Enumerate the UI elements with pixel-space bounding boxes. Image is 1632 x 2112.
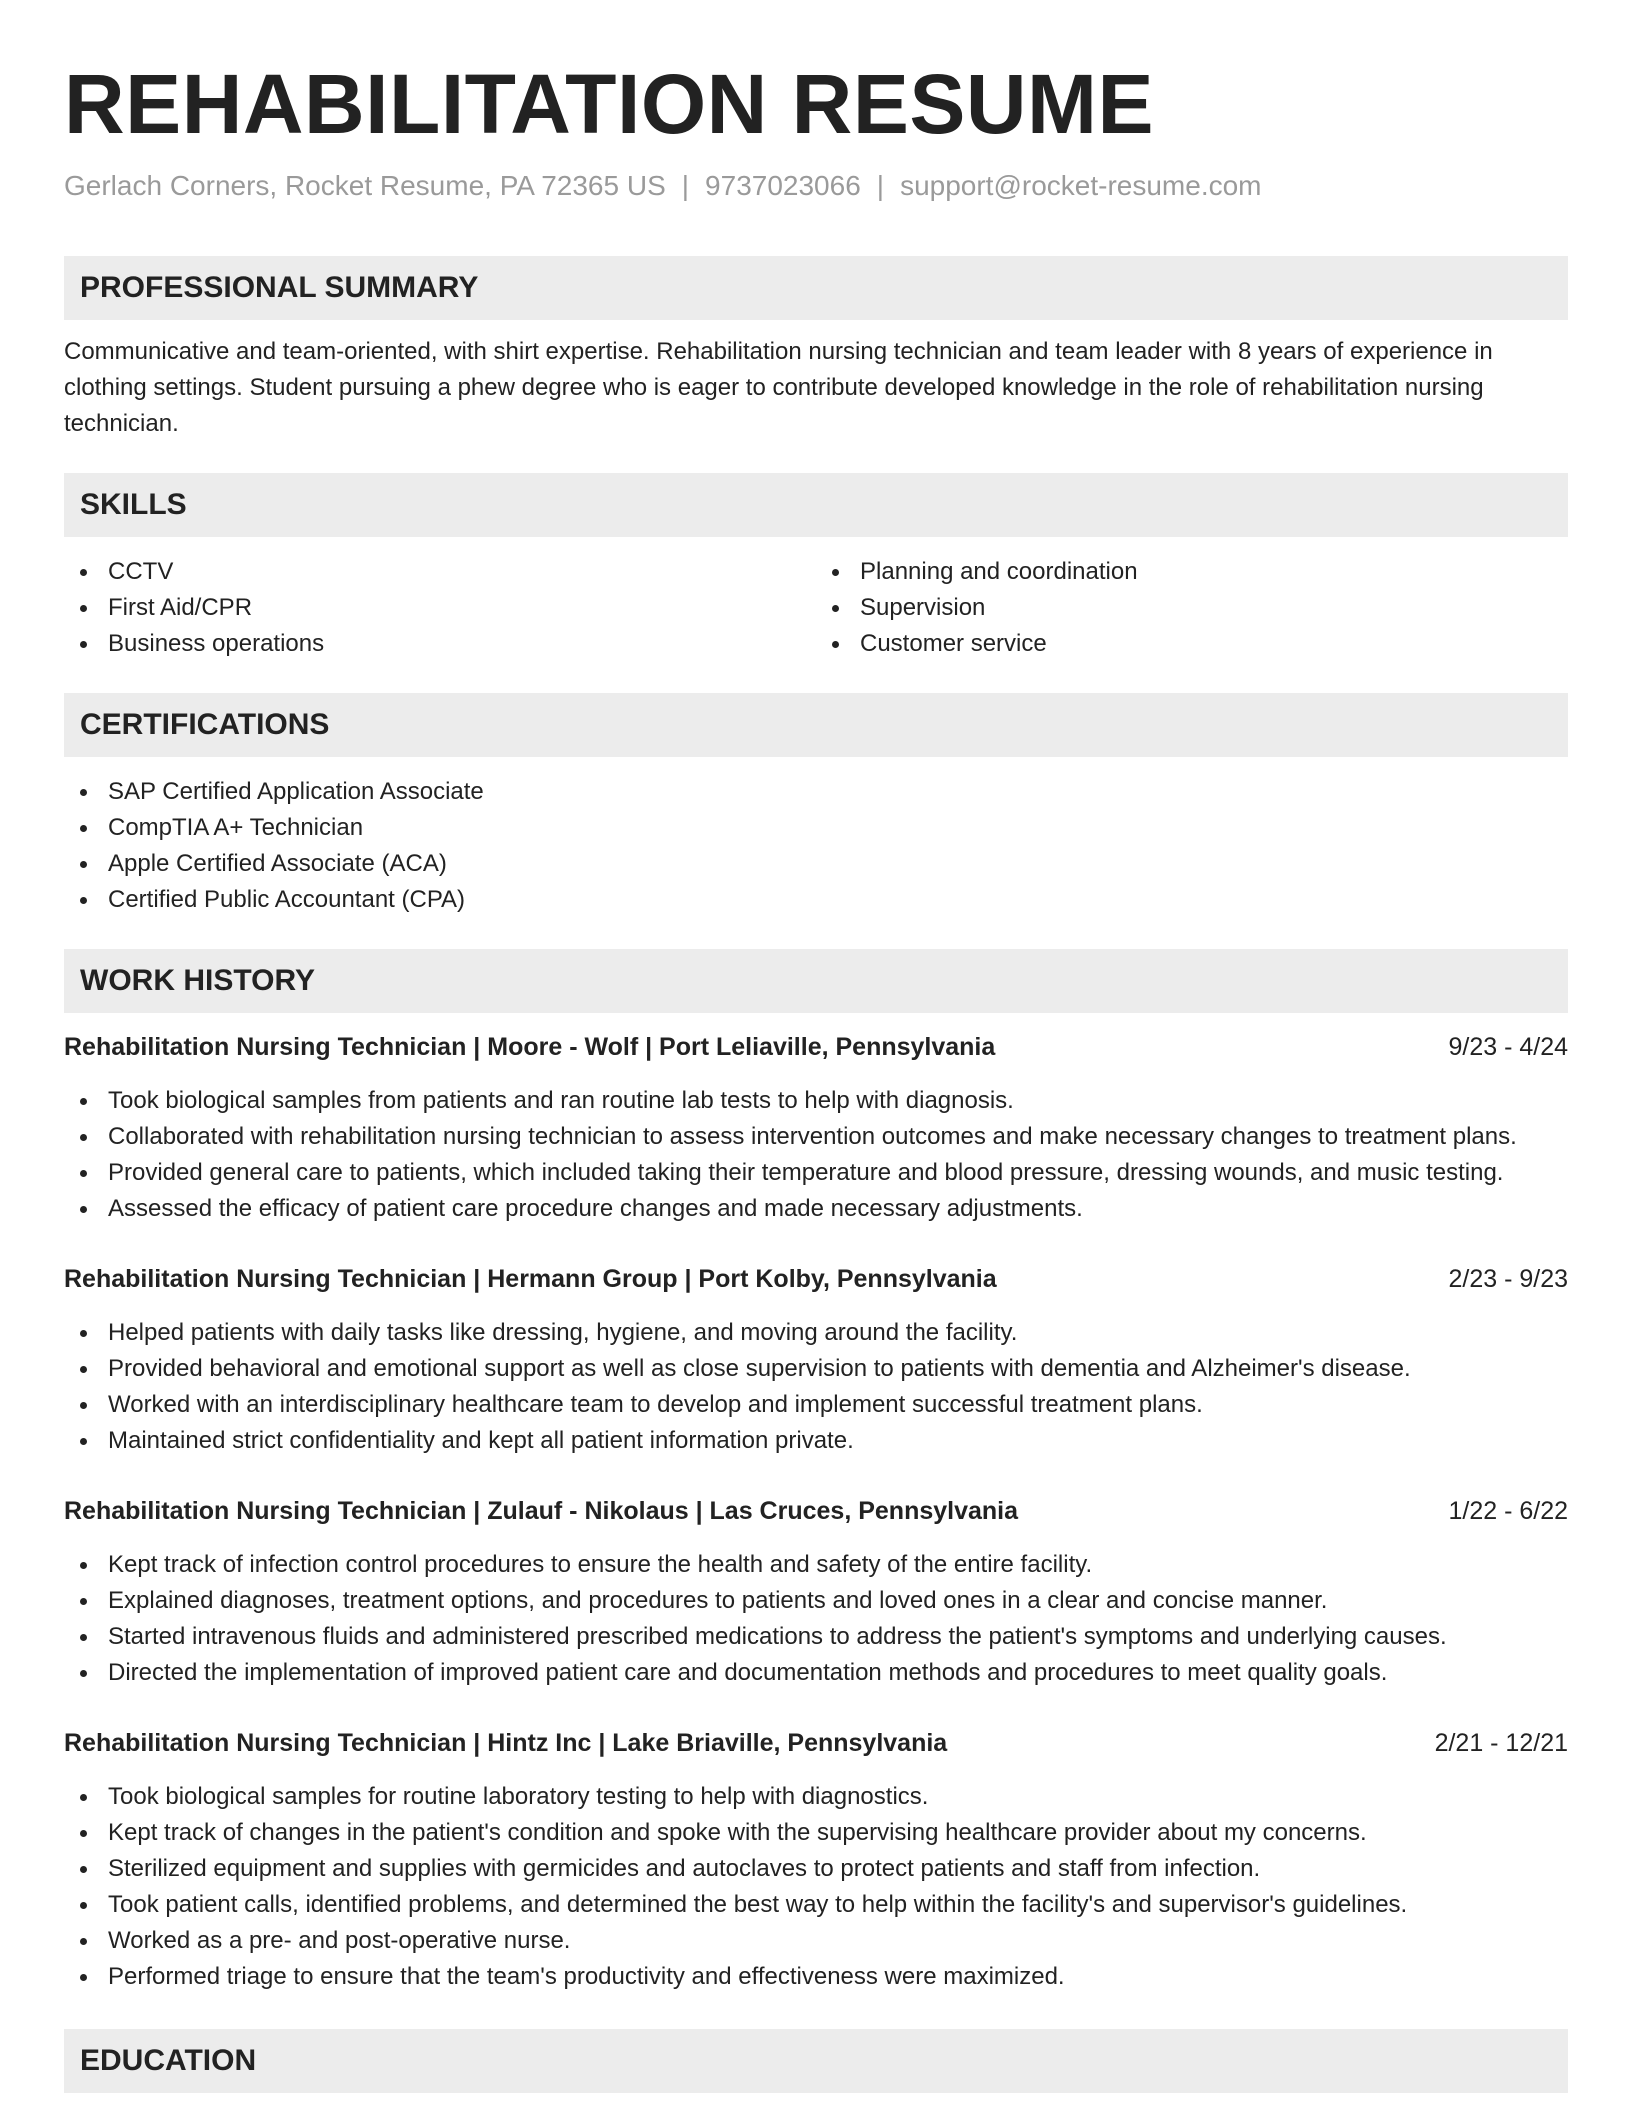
- certification-item: Certified Public Accountant (CPA): [64, 882, 1568, 918]
- contact-email: support@rocket-resume.com: [900, 170, 1262, 201]
- section-header-work-history: WORK HISTORY: [64, 949, 1568, 1013]
- job-header: [64, 1029, 1568, 1065]
- certification-item: SAP Certified Application Associate: [64, 774, 1568, 810]
- job-bullet: Provided general care to patients, which included taking their temperature and blood pressure, dressing wounds, and music testing.: [64, 1155, 1568, 1191]
- job-bullet: Worked with an interdisciplinary healthcare team to develop and implement successful treatment plans.: [64, 1387, 1568, 1423]
- skill-item: Business operations: [64, 626, 816, 662]
- job-title: Rehabilitation Nursing Technician | Zulauf - Nikolaus | Las Cruces, Pennsylvania: [64, 1497, 1019, 1525]
- job-header: [64, 1725, 1568, 1761]
- job-bullet: Sterilized equipment and supplies with germicides and autoclaves to protect patients and staff from infection.: [64, 1851, 1568, 1887]
- job-dates: 9/23 - 4/24: [1448, 1033, 1568, 1061]
- job-bullet: Started intravenous fluids and administered prescribed medications to address the patient's symptoms and underlying causes.: [64, 1619, 1568, 1655]
- skills-grid: [64, 554, 1568, 662]
- job-bullet: Maintained strict confidentiality and kept all patient information private.: [64, 1423, 1568, 1459]
- certification-item: Apple Certified Associate (ACA): [64, 846, 1568, 882]
- job-header: [64, 1493, 1568, 1529]
- job-bullet: Took patient calls, identified problems, and determined the best way to help within the facility's and supervisor's guidelines.: [64, 1887, 1568, 1923]
- contact-phone: 9737023066: [705, 170, 861, 201]
- job-bullet: Kept track of infection control procedures to ensure the health and safety of the entire facility.: [64, 1547, 1568, 1583]
- job-bullet: Provided behavioral and emotional support as well as close supervision to patients with dementia and Alzheimer's disease.: [64, 1351, 1568, 1387]
- job-bullet: Kept track of changes in the patient's condition and spoke with the supervising healthcare provider about my concerns.: [64, 1815, 1568, 1851]
- contact-address: Gerlach Corners, Rocket Resume, PA 72365 US: [64, 170, 666, 201]
- job-bullet: Took biological samples from patients and ran routine lab tests to help with diagnosis.: [64, 1083, 1568, 1119]
- job-bullets: [64, 1083, 1568, 1227]
- job-bullet: Worked as a pre- and post-operative nurse.: [64, 1923, 1568, 1959]
- job-entry: [64, 1261, 1568, 1459]
- job-title: Rehabilitation Nursing Technician | Moore - Wolf | Port Leliaville, Pennsylvania: [64, 1033, 996, 1061]
- certification-item: CompTIA A+ Technician: [64, 810, 1568, 846]
- section-header-certifications: CERTIFICATIONS: [64, 693, 1568, 757]
- job-bullet: Took biological samples for routine laboratory testing to help with diagnostics.: [64, 1779, 1568, 1815]
- job-header: [64, 1261, 1568, 1297]
- skill-item: CCTV: [64, 554, 816, 590]
- skill-item: Supervision: [816, 590, 1568, 626]
- contact-separator: |: [681, 170, 690, 201]
- job-bullet: Directed the implementation of improved patient care and documentation methods and procedures to meet quality goals.: [64, 1655, 1568, 1691]
- certification-list: [64, 774, 1568, 918]
- job-entry: [64, 1029, 1568, 1227]
- skill-item: Planning and coordination: [816, 554, 1568, 590]
- skill-item: First Aid/CPR: [64, 590, 816, 626]
- section-header-education: EDUCATION: [64, 2029, 1568, 2093]
- section-header-skills: SKILLS: [64, 473, 1568, 537]
- job-title: Rehabilitation Nursing Technician | Hintz Inc | Lake Briaville, Pennsylvania: [64, 1729, 948, 1757]
- job-entry: [64, 1725, 1568, 1995]
- contact-line: [64, 168, 1568, 204]
- job-dates: 2/21 - 12/21: [1434, 1729, 1568, 1757]
- contact-separator: |: [876, 170, 885, 201]
- job-bullets: [64, 1779, 1568, 1995]
- job-bullet: Collaborated with rehabilitation nursing technician to assess intervention outcomes and make necessary changes to treatment plans.: [64, 1119, 1568, 1155]
- skill-item: Customer service: [816, 626, 1568, 662]
- job-bullet: Assessed the efficacy of patient care procedure changes and made necessary adjustments.: [64, 1191, 1568, 1227]
- job-bullet: Helped patients with daily tasks like dressing, hygiene, and moving around the facility.: [64, 1315, 1568, 1351]
- job-title: Rehabilitation Nursing Technician | Hermann Group | Port Kolby, Pennsylvania: [64, 1265, 997, 1293]
- job-bullet: Explained diagnoses, treatment options, and procedures to patients and loved ones in a clear and concise manner.: [64, 1583, 1568, 1619]
- resume-title: REHABILITATION RESUME: [64, 57, 1155, 151]
- summary-text: Communicative and team-oriented, with shirt expertise. Rehabilitation nursing technician and team leader with 8 years of experience in clothing settings. Student pursuing a phew degree who is eager to contribute developed knowledge in the role of rehabilitation nursing technician.: [64, 338, 1493, 437]
- job-bullets: [64, 1315, 1568, 1459]
- job-bullet: Performed triage to ensure that the team's productivity and effectiveness were maximized.: [64, 1959, 1568, 1995]
- job-entry: [64, 1493, 1568, 1691]
- job-dates: 2/23 - 9/23: [1448, 1265, 1568, 1293]
- skills-column-left: [64, 554, 816, 662]
- section-header-summary: PROFESSIONAL SUMMARY: [64, 256, 1568, 320]
- skills-column-right: [816, 554, 1568, 662]
- job-bullets: [64, 1547, 1568, 1691]
- job-dates: 1/22 - 6/22: [1448, 1497, 1568, 1525]
